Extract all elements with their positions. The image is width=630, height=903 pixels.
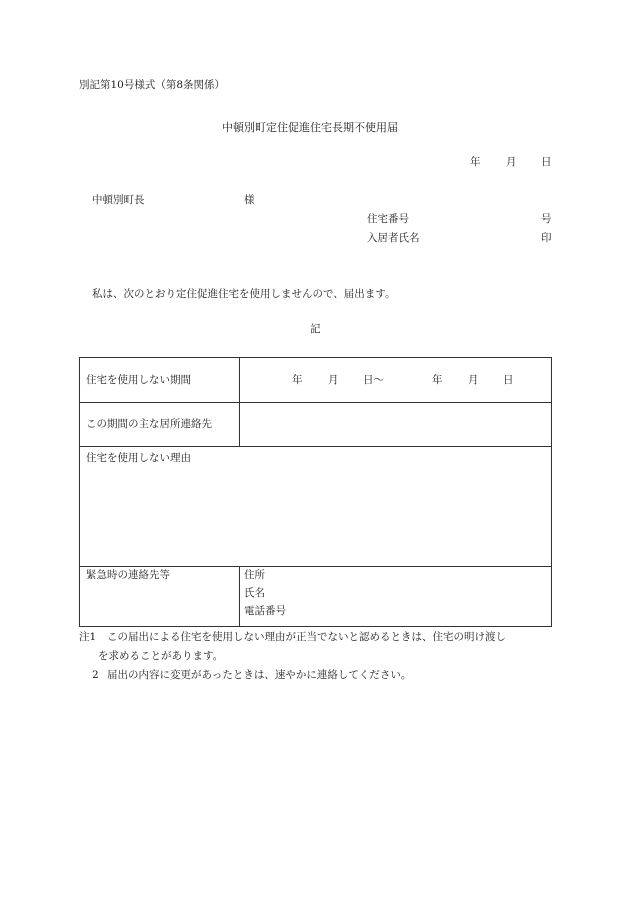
- note-2-prefix: 2: [92, 669, 99, 681]
- house-number-suffix: 号: [541, 213, 552, 225]
- reason-field[interactable]: [80, 467, 551, 566]
- period-end-month: 月: [468, 374, 479, 386]
- date-day: 日: [541, 156, 552, 168]
- note-1-prefix: 注1: [79, 631, 97, 643]
- form-title: 中頓別町定住促進住宅長期不使用届: [222, 121, 398, 134]
- emergency-address-label: 住所: [244, 569, 265, 581]
- emergency-row: [80, 567, 551, 626]
- period-end-day: 日: [503, 374, 514, 386]
- statement: 私は、次のとおり定住促進住宅を使用しませんので、届出ます。: [92, 288, 396, 300]
- house-number-label: 住宅番号: [367, 213, 409, 225]
- reason-label: 住宅を使用しない理由: [86, 452, 191, 464]
- period-label: 住宅を使用しない期間: [86, 374, 191, 386]
- addressee-name: 中頓別町長: [92, 194, 145, 206]
- form-table: [79, 357, 552, 627]
- contact-label: この期間の主な居所連絡先: [86, 418, 212, 430]
- note-1-line-1: この届出による住宅を使用しない理由が正当でないと認めるときは、住宅の明け渡し: [107, 631, 506, 643]
- form-number: 別記第10号様式（第8条関係）: [79, 79, 226, 91]
- note-2-text: 届出の内容に変更があったときは、速やかに連絡してください。: [107, 669, 412, 681]
- contact-row: [80, 403, 551, 447]
- addressee-honorific: 様: [244, 194, 255, 206]
- period-start-year: 年: [292, 374, 303, 386]
- period-row: [80, 358, 551, 403]
- seal-mark: 印: [541, 232, 552, 244]
- note-1-line-2: を求めることがあります。: [98, 650, 224, 662]
- date-month: 月: [506, 156, 517, 168]
- date-year: 年: [470, 156, 481, 168]
- contact-field[interactable]: [240, 403, 551, 446]
- emergency-phone-label: 電話番号: [244, 605, 286, 617]
- reason-row: [80, 447, 551, 567]
- period-end-year: 年: [432, 374, 443, 386]
- emergency-label: 緊急時の連絡先等: [86, 569, 170, 581]
- period-start-day: 日～: [363, 374, 384, 386]
- ki-heading: 記: [310, 323, 321, 335]
- resident-name-label: 入居者氏名: [367, 232, 420, 244]
- period-start-month: 月: [328, 374, 339, 386]
- emergency-name-label: 氏名: [244, 587, 265, 599]
